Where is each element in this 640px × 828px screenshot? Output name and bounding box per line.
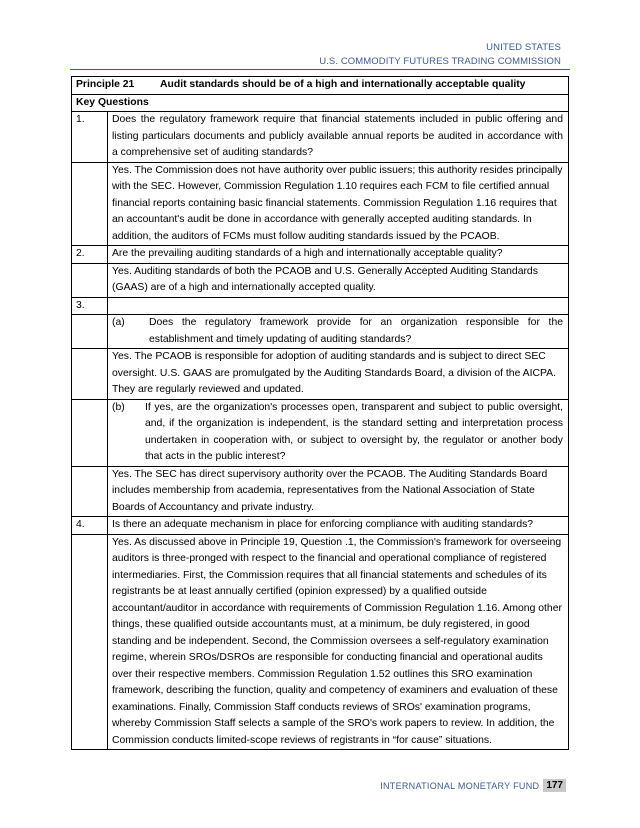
sub-question-text: Does the regulatory framework provide for an organization responsible for the establishment and timely updating of auditing standards? [149,317,563,345]
page-footer [380,779,566,792]
answer-row-2 [72,263,569,297]
sub-question-a [112,315,563,348]
principle-number: Principle 21 [76,79,135,90]
answer-row-1 [72,162,569,246]
header-country: UNITED STATES [486,42,561,53]
question-number: 2. [72,246,108,264]
answer-row-4 [72,534,569,750]
answer-text: Yes. The SEC has direct supervisory authority over the PCAOB. The Auditing Standards Board includes membership from academia, representatives from the National Association of State Boards of Accountancy and private industry. [108,466,569,517]
principle-row [72,77,569,95]
key-questions-row [72,94,569,112]
principle-heading [72,77,569,95]
header-agency: U.S. COMMODITY FUTURES TRADING COMMISSION [319,56,561,67]
header-rule [70,69,570,70]
answer-text: Yes. As discussed above in Principle 19, Question .1, the Commission's framework for overseeing auditors is three-pronged with respect to the financial and operational compliance of registered intermediaries. First, the Commission requires that all financial statements and schedules of its registrants be at least annually certified (opinion expressed) by a qualified outside accountant/auditor in accordance with requirements of Commission Regulation 1.16. Among other things, these qualified outside accountants must, at a minimum, be duly registered, in good standing and be independent. Second, the Commission oversees a self-regulatory examination regime, wherein SROs/DSROs are responsible for conducting financial and operational audits over their respective members. Commission Regulation 1.52 outlines this SRO examination framework, describing the function, quality and competency of examiners and evaluation of these examinations. Finally, Commission Staff conducts reviews of SROs' examination programs, whereby Commission Staff selects a sample of the SRO's work papers to review. In addition, the Commission conducts limited-scope reviews of registrants in “for cause” situations. [108,534,569,750]
sub-question-b [112,400,563,466]
question-number: 1. [72,112,108,163]
question-row-1 [72,112,569,163]
question-text: Is there an adequate mechanism in place for enforcing compliance with auditing standards? [108,517,569,535]
key-questions-label: Key Questions [72,94,569,112]
question-text: Are the prevailing auditing standards of a high and internationally acceptable quality? [108,246,569,264]
page-number: 177 [543,779,566,792]
principle-title: Audit standards should be of a high and internationally acceptable quality [160,79,526,90]
answer-row-3a [72,349,569,400]
question-row-3a [72,315,569,349]
answer-text: Yes. Auditing standards of both the PCAOB and U.S. Generally Accepted Auditing Standards (GAAS) are of a high and internationally accepted quality. [108,263,569,297]
sub-question-label: (a) [112,317,125,328]
footer-org: INTERNATIONAL MONETARY FUND [380,780,540,791]
question-number: 4. [72,517,108,535]
question-row-2 [72,246,569,264]
principle-table [71,76,569,750]
answer-text: Yes. The PCAOB is responsible for adoption of auditing standards and is subject to direct SEC oversight. U.S. GAAS are promulgated by the Auditing Standards Board, a division of the AICPA. They are regularly reviewed and updated. [108,349,569,400]
question-text: Does the regulatory framework require that financial statements included in public offering and listing particulars documents and publicly available annual reports be audited in accordance with a comprehensive set of auditing standards? [108,112,569,163]
question-row-3b [72,399,569,466]
answer-text: Yes. The Commission does not have authority over public issuers; this authority resides principally with the SEC. However, Commission Regulation 1.10 requires each FCM to file certified annual financial reports containing basic financial statements. Commission Regulation 1.16 requires that an accountant's audit be done in accordance with generally accepted auditing standards. In addition, the auditors of FCMs must follow auditing standards issued by the PCAOB. [108,162,569,246]
question-row-3 [72,297,569,315]
question-row-4 [72,517,569,535]
answer-row-3b [72,466,569,517]
sub-question-label: (b) [112,401,125,413]
sub-question-text: If yes, are the organization's processes open, transparent and subject to public oversight, and, if the organization is independent, is the standard setting and interpretation process undertaken in cooperation with, or subject to oversight by, the regulator or another body that acts in the public interest? [145,401,563,462]
question-number: 3. [72,297,108,315]
